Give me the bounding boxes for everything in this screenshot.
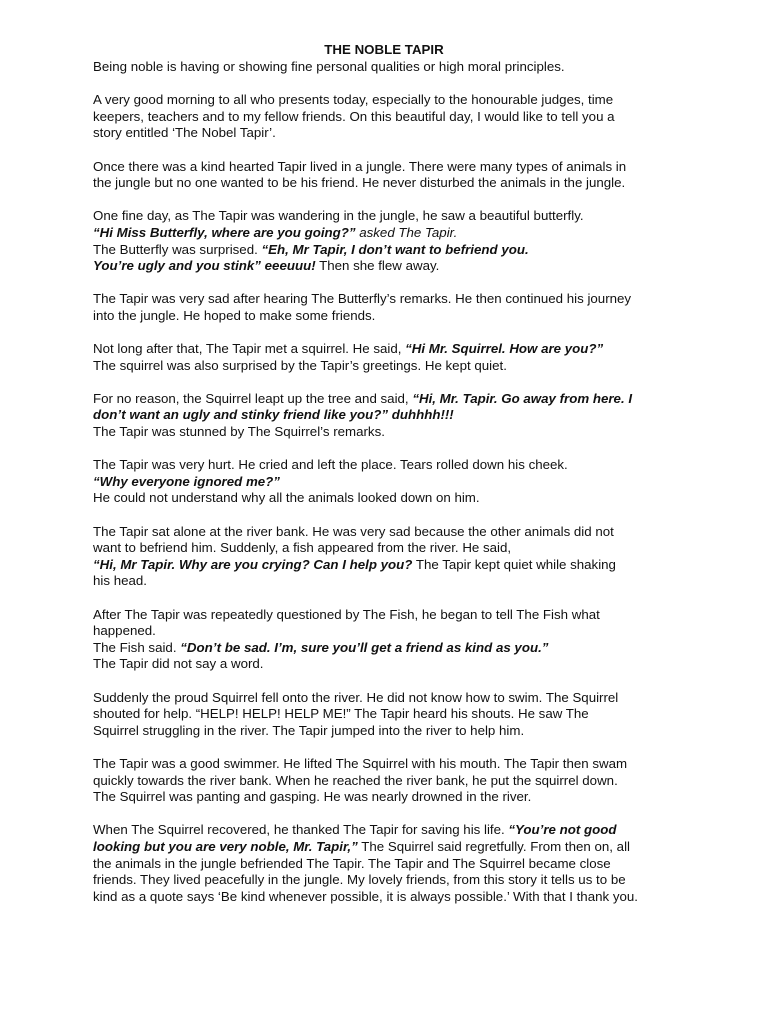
text-line — [93, 822, 685, 839]
text-line: After The Tapir was repeatedly questioned by The Fish, he began to tell The Fish what — [93, 606, 600, 622]
text-line: A very good morning to all who presents today, especially to the honourable judges, time — [93, 92, 614, 108]
fish-paragraph — [93, 607, 685, 673]
text-line: quickly towards the river bank. When he reached the river bank, he put the squirrel down. — [93, 772, 618, 788]
narration-italic: asked The Tapir. — [355, 224, 458, 240]
narration: For no reason, the Squirrel leapt up the tree and said, — [93, 390, 413, 406]
text-line: The squirrel was also surprised by the Tapir’s greetings. He kept quiet. — [93, 357, 507, 373]
narration: Then she flew away. — [315, 258, 440, 274]
rescue-paragraph — [93, 756, 685, 806]
text-line: The Tapir was very hurt. He cried and left the place. Tears rolled down his cheek. — [93, 457, 568, 473]
narration: The Fish said. — [93, 639, 181, 655]
text-line: shouted for help. “HELP! HELP! HELP ME!” The Tapir heard his shouts. He saw The — [93, 706, 589, 722]
text-line: story entitled ‘The Nobel Tapir’. — [93, 125, 276, 141]
greeting-paragraph — [93, 92, 685, 142]
dialogue-quote: don’t want an ugly and stinky friend like you?” duhhhh!!! — [93, 407, 454, 423]
text-line — [93, 225, 685, 242]
text-line: the animals in the jungle befriended The Tapir. The Tapir and The Squirrel became close — [93, 855, 611, 871]
narration: The Tapir kept quiet while shaking — [412, 556, 616, 572]
dialogue-quote: looking but you are very noble, Mr. Tapir,” — [93, 838, 358, 854]
dialogue-quote: “Hi, Mr. Tapir. Go away from here. I — [412, 390, 633, 406]
text-line: into the jungle. He hoped to make some friends. — [93, 307, 376, 323]
dialogue-quote: You’re ugly and you stink” eeeuuu! — [93, 258, 316, 274]
dialogue-quote: “Why everyone ignored me?” — [93, 473, 280, 489]
butterfly-paragraph — [93, 208, 685, 274]
dialogue-quote: “Eh, Mr Tapir, I don’t want to befriend you. — [261, 241, 529, 257]
fall-paragraph — [93, 690, 685, 740]
text-line — [93, 839, 685, 856]
text-line — [93, 341, 685, 358]
narration: Not long after that, The Tapir met a squirrel. He said, — [93, 341, 406, 357]
text-line: The Squirrel was panting and gasping. He was nearly drowned in the river. — [93, 789, 532, 805]
text-line: The Tapir sat alone at the river bank. He was very sad because the other animals did not — [93, 523, 614, 539]
text-line: Suddenly the proud Squirrel fell onto the river. He did not know how to swim. The Squirrel — [93, 689, 619, 705]
definition-paragraph — [93, 59, 685, 76]
text-line — [93, 557, 685, 574]
definition-text: Being noble is having or showing fine personal qualities or high moral principles. — [93, 59, 565, 74]
text-line: The Tapir was stunned by The Squirrel’s remarks. — [93, 424, 385, 440]
text-line — [93, 640, 685, 657]
text-line — [93, 242, 685, 259]
text-line: want to befriend him. Suddenly, a fish appeared from the river. He said, — [93, 540, 512, 556]
text-line: The Tapir did not say a word. — [93, 656, 264, 672]
text-line: One fine day, as The Tapir was wandering in the jungle, he saw a beautiful butterfly. — [93, 208, 584, 224]
text-line — [93, 258, 685, 275]
narration: The Butterfly was surprised. — [93, 241, 262, 257]
narration: The Squirrel said regretfully. From then on, all — [357, 838, 630, 854]
text-line — [93, 391, 685, 408]
intro-paragraph — [93, 159, 685, 192]
dialogue-quote: “Hi Miss Butterfly, where are you going?” — [93, 224, 356, 240]
squirrel-reply-paragraph — [93, 391, 685, 441]
text-line: happened. — [93, 623, 156, 639]
text-line: The Tapir was very sad after hearing The Butterfly’s remarks. He then continued his journey — [93, 291, 632, 307]
dialogue-quote: “Hi Mr. Squirrel. How are you?” — [405, 341, 604, 357]
text-line: The Tapir was a good swimmer. He lifted The Squirrel with his mouth. The Tapir then swam — [93, 755, 628, 771]
text-line: He could not understand why all the animals looked down on him. — [93, 490, 480, 506]
squirrel-meet-paragraph — [93, 341, 685, 374]
document-body — [93, 59, 685, 905]
dialogue-quote: “Hi, Mr Tapir. Why are you crying? Can I help you? — [93, 556, 413, 572]
text-line: keepers, teachers and to my fellow friends. On this beautiful day, I would like to tell you a — [93, 108, 615, 124]
text-line: his head. — [93, 573, 147, 589]
text-line: Once there was a kind hearted Tapir lived in a jungle. There were many types of animals in — [93, 158, 627, 174]
document-title: THE NOBLE TAPIR — [324, 42, 444, 57]
hurt-paragraph — [93, 457, 685, 507]
ending-paragraph — [93, 822, 685, 905]
text-line: kind as a quote says ‘Be kind whenever possible, it is always possible.’ With that I thank you. — [93, 888, 638, 904]
dialogue-quote: “You’re not good — [508, 822, 617, 838]
dialogue-quote: “Don’t be sad. I’m, sure you’ll get a friend as kind as you.” — [180, 639, 549, 655]
text-line: friends. They lived peacefully in the jungle. My lovely friends, from this story it tells us to be — [93, 872, 626, 888]
text-line: the jungle but no one wanted to be his friend. He never disturbed the animals in the jungle. — [93, 175, 626, 191]
river-paragraph — [93, 524, 685, 590]
text-line: Squirrel struggling in the river. The Tapir jumped into the river to help him. — [93, 722, 525, 738]
sad-paragraph — [93, 291, 685, 324]
narration: When The Squirrel recovered, he thanked The Tapir for saving his life. — [93, 822, 509, 838]
